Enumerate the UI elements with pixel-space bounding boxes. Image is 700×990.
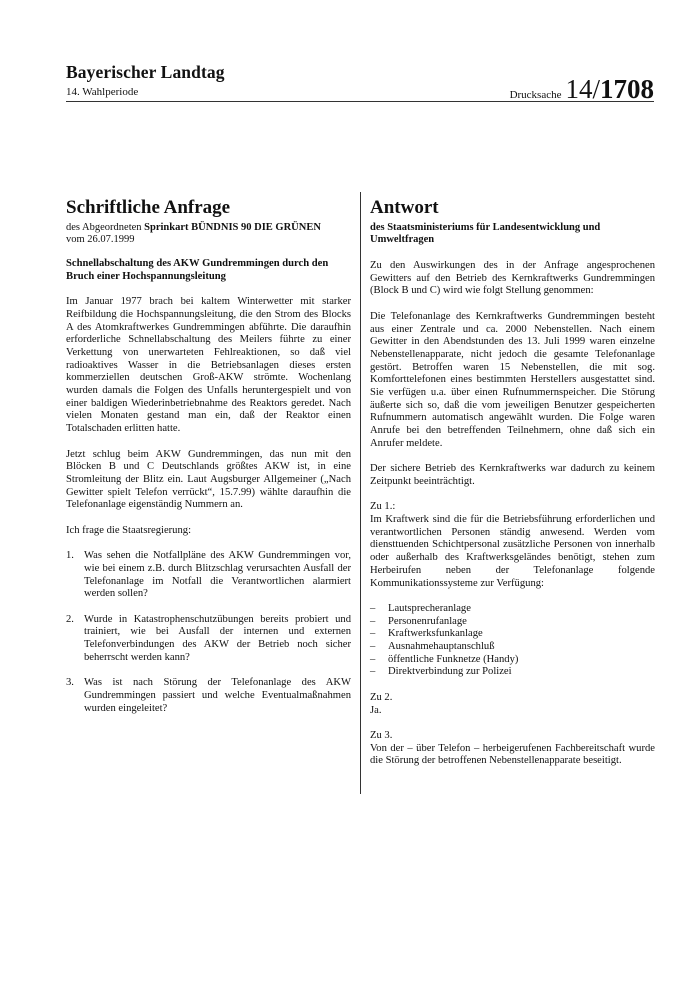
dash-marker: – [370, 628, 376, 640]
answer-paragraph: Die Telefonanlage des Kernkraftwerks Gundremmingen besteht aus einer Zentrale und ca. 2000 Nebenstellen. Nach einem Gewitter in den Abendstunden des 13. Juli 1999 waren einzelne Nebenstellenapparate, nicht jedoch die gesamte Telefonanlage gestört. Betroffen waren 15 Nebenstellen, die mit sog. Komforttelefonen eines bestimmten Herstellers ausgestattet sind. Sie verfügen u.a. über einen Rufnummernspeicher. Die Störung äußerte sich so, daß die vom jeweiligen Benutzer gespeicherten Rufnummern automatisch angewählt wurden. Die Folge waren Anrufe bei den betreffenden Teilnehmern, ohne daß sich ein Anrufer meldete. [370, 310, 655, 449]
inquiry-paragraph: Ich frage die Staatsregierung: [66, 524, 192, 536]
document-number-prefix: 14/ [565, 74, 600, 104]
answer-2-text: Ja. [370, 704, 382, 716]
answer-paragraph: Zu den Auswirkungen des in der Anfrage angesprochenen Gewitters auf den Betrieb des Kernkraftwerks Gundremmingen (Block B und C) wird wie folgt Stellung genommen: [370, 260, 655, 297]
inquiry-paragraph: Jetzt schlug beim AKW Gundremmingen, das nun mit den Blöcken B und C Deutschlands größtes AKW ist, in eine Stromleitung der Blitz ein. Laut Augsburger Allgemeiner („Nach Gewitter spielt Telefon verrückt“, 15.7.99) wählte daraufhin die Telefonanlage eigenständig Nummern an. [66, 448, 351, 511]
answer-1-label: Zu 1.: [370, 501, 396, 513]
parliament-title: Bayerischer Landtag [66, 62, 225, 82]
question-text: Wurde in Katastrophenschutzübungen bereits probiert und trainiert, wie bei Ausfall der internen und externen Telefonverbindungen des AKW der Betrieb noch sicher beherrscht werden kann? [84, 613, 351, 663]
document-number-value [565, 74, 654, 104]
column-divider [360, 192, 361, 794]
header-rule [66, 101, 654, 102]
legislative-period: 14. Wahlperiode [66, 86, 139, 98]
author-name: Sprinkart BÜNDNIS 90 DIE GRÜNEN [144, 222, 321, 233]
inquiry-author [66, 222, 351, 234]
question-text: Was sehen die Notfallpläne des AKW Gundremmingen vor, wie bei einem z.B. durch Blitzschlag verursachten Ausfall der Telefonanlage im Notfall die Verantwortlichen alarmiert werden sollen? [84, 550, 351, 600]
author-prefix: des Abgeordneten [66, 222, 145, 233]
dash-marker: – [370, 615, 376, 627]
list-item-text: Kraftwerksfunkanlage [388, 628, 483, 640]
answer-3-label: Zu 3. [370, 729, 393, 741]
question-item [66, 550, 351, 601]
answer-2-label: Zu 2. [370, 691, 393, 703]
document-number-main: 1708 [600, 74, 654, 104]
list-item-text: Lautsprecheranlage [388, 602, 471, 614]
dash-marker: – [370, 641, 376, 653]
answer-3-text: Von der – über Telefon – herbeigerufenen Fachbereitschaft wurde die Störung der betroffenen Nebenstellenapparate beseitigt. [370, 742, 655, 767]
dash-marker: – [370, 602, 376, 614]
list-item [370, 666, 655, 679]
dash-marker: – [370, 666, 376, 678]
list-item-text: öffentliche Funknetze (Handy) [388, 653, 519, 665]
communication-systems-list [370, 603, 655, 679]
inquiry-date: vom 26.07.1999 [66, 234, 135, 245]
question-item [66, 677, 351, 715]
inquiry-column [66, 196, 351, 715]
question-item [66, 614, 351, 665]
list-item-text: Direktverbindung zur Polizei [388, 666, 512, 678]
list-item [370, 616, 655, 629]
question-list [66, 550, 351, 715]
document-number-label: Drucksache [509, 89, 562, 101]
inquiry-paragraph: Im Januar 1977 brach bei kaltem Winterwetter mit starker Reifbildung die Hochspannungsleitung, die den Strom des Blocks A des Atomkraftwerkes Gundremmingen abführte. Die daraufhin erforderliche Schnellabschaltung des Meilers führte zu einer Verkettung von unerwarteten Fehlreaktionen, so daß viel radioaktives Wasser in die Betriebsanlagen dieses ersten kommerziellen deutschen Groß-AKW strömte. Wochenlang wurden damals die Folgen des Unfalls heruntergespielt und von einer baldigen Wiederinbetriebnahme des Reaktors geredet. Nach vielen Monaten gestand man ein, daß der Reaktor einen Totalschaden erlitten hatte. [66, 296, 351, 435]
answer-title: Antwort [370, 197, 439, 218]
list-item [370, 654, 655, 667]
list-item [370, 603, 655, 616]
list-item-text: Ausnahmehauptanschluß [388, 641, 495, 653]
inquiry-title: Schriftliche Anfrage [66, 197, 231, 218]
inquiry-subject: Schnellabschaltung des AKW Gundremmingen durch den Bruch einer Hochspannungsleitung [66, 258, 329, 282]
answer-1-text: Im Kraftwerk sind die für die Betriebsführung erforderlichen und verantwortlichen Personen ständig anwesend. Werden vom diensttuenden Schichtpersonal zusätzliche Personen von innerhalb oder außerhalb des Kraftwerksgeländes benötigt, stehen zum Herbeirufen neben der Telefonanlage folgende Kommunikationssysteme zur Verfügung: [370, 514, 655, 589]
question-number: 2. [66, 613, 74, 625]
answer-paragraph: Der sichere Betrieb des Kernkraftwerks war dadurch zu keinem Zeitpunkt beeinträchtigt. [370, 463, 655, 487]
list-item [370, 628, 655, 641]
answer-column [370, 196, 655, 768]
question-number: 1. [66, 550, 74, 562]
answer-ministry: des Staatsministeriums für Landesentwicklung und Umweltfragen [370, 222, 601, 245]
question-number: 3. [66, 677, 74, 689]
question-text: Was ist nach Störung der Telefonanlage des AKW Gundremmingen passiert und welche Eventualmaßnahmen wurden eingeleitet? [84, 677, 351, 714]
list-item [370, 641, 655, 654]
dash-marker: – [370, 653, 376, 665]
list-item-text: Personenrufanlage [388, 615, 467, 627]
